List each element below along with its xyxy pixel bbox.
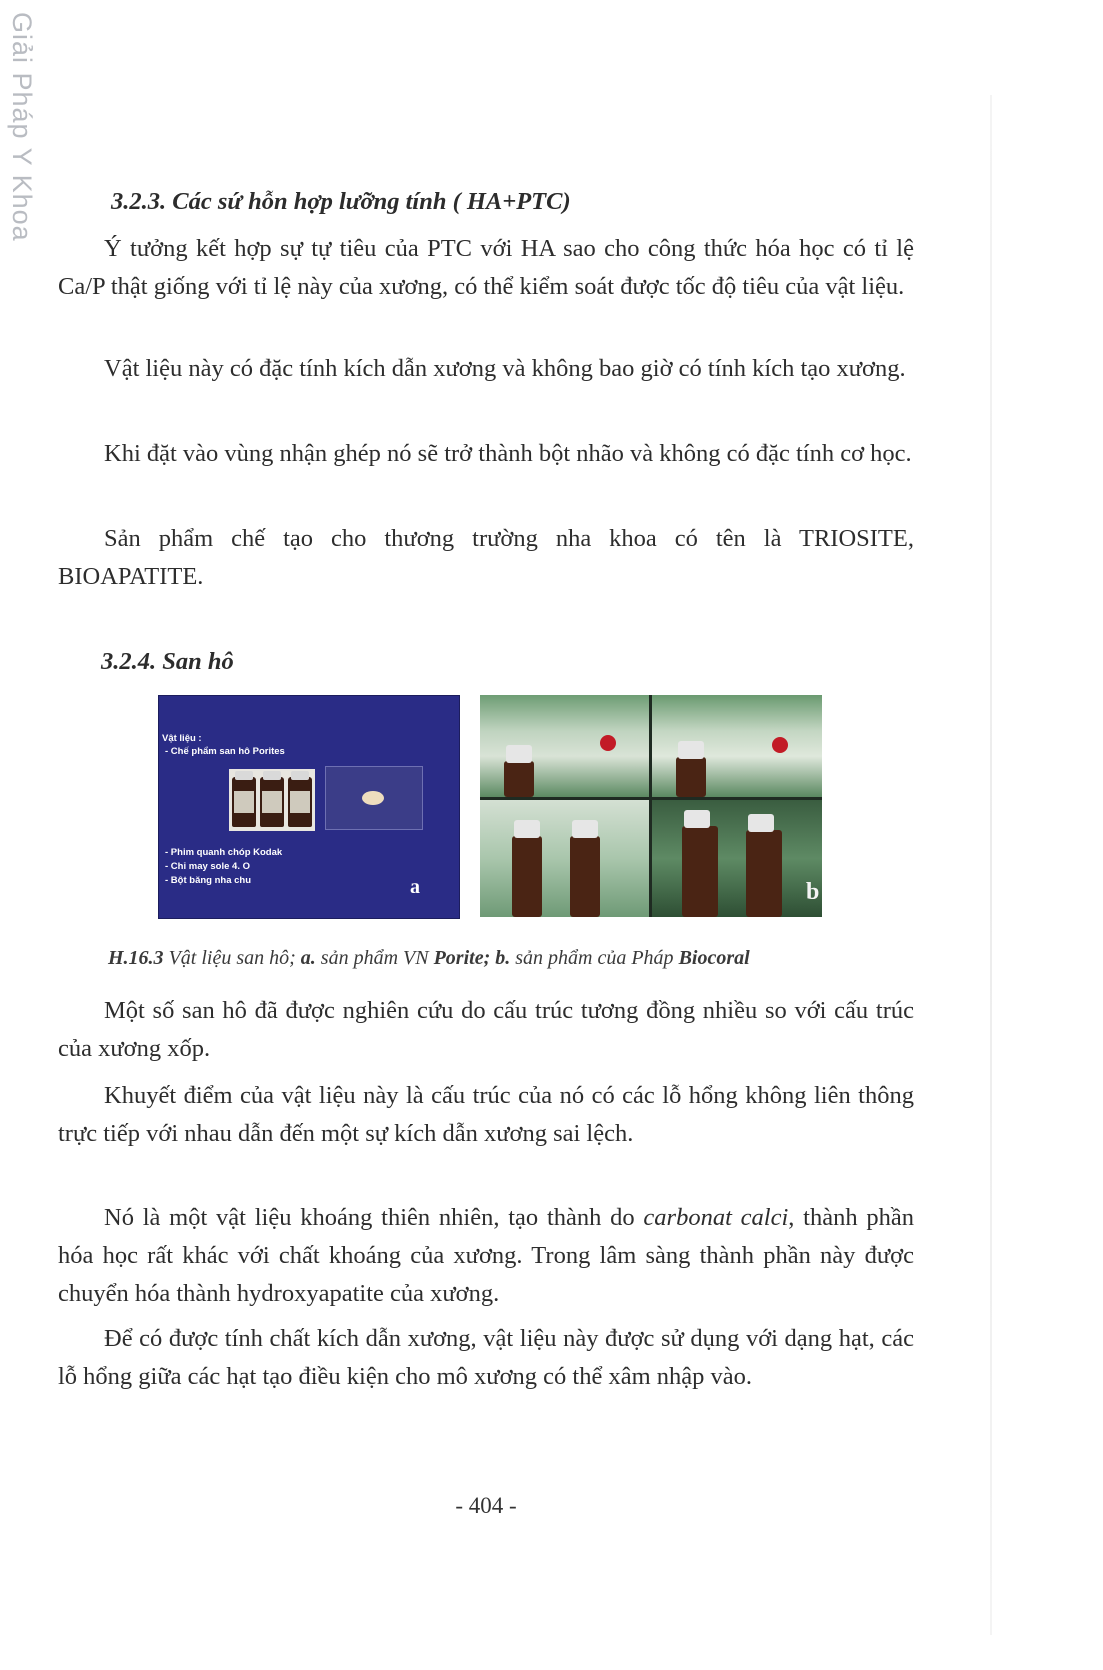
biocoral-photo-1 [480, 695, 649, 797]
paragraph-6: Khuyết điểm của vật liệu này là cấu trúc của nó có các lỗ hổng không liên thông trực tiếp với nhau dẫn đến một sự kích dẫn xương sai lệch. [58, 1082, 914, 1147]
biocoral-photo-4 [652, 800, 822, 917]
panel-b-letter: b [806, 879, 820, 905]
biocoral-photo-2 [652, 695, 822, 797]
coral-granule-image [325, 766, 423, 830]
caption-text: sản phẩm VN [315, 947, 434, 969]
caption-text: Vật liệu san hô; [163, 947, 301, 969]
caption-a-label: a. [300, 947, 316, 969]
porites-bottles-image [229, 769, 315, 831]
paragraph-7 [58, 1199, 914, 1313]
page-number: - 404 - [455, 1493, 517, 1518]
panel-a-title: Vật liệu : [162, 733, 202, 744]
heading-3-2-3: 3.2.3. Các sứ hỗn hợp lưỡng tính ( HA+PTC) [111, 188, 571, 215]
heading-3-2-4: 3.2.4. San hô [101, 648, 234, 675]
caption-porite: Porite; [433, 947, 491, 969]
paragraph-5: Một số san hô đã được nghiên cứu do cấu trúc tương đồng nhiều so với cấu trúc của xương xốp. [58, 997, 914, 1062]
paragraph-7-text: Nó là một vật liệu khoáng thiên nhiên, tạo thành do [104, 1204, 644, 1231]
page-edge [990, 95, 992, 1635]
paragraph-1: Ý tưởng kết hợp sự tự tiêu của PTC với HA sao cho công thức hóa học có tỉ lệ Ca/P thật giống với tỉ lệ này của xương, có thể kiểm soát được tốc độ tiêu của vật liệu. [58, 235, 914, 300]
biocoral-photo-3 [480, 800, 649, 917]
paragraph-3: Khi đặt vào vùng nhận ghép nó sẽ trở thành bột nhão và không có đặc tính cơ học. [104, 440, 912, 467]
caption-text: sản phẩm của Pháp [510, 947, 679, 969]
figure-panel-b [480, 695, 822, 917]
panel-a-list-item: - Phim quanh chóp Kodak [165, 847, 283, 858]
watermark: Giải Pháp Y Khoa [7, 12, 37, 242]
paragraph-8: Để có được tính chất kích dẫn xương, vật liệu này được sử dụng với dạng hạt, các lỗ hổng giữa các hạt tạo điều kiện cho mô xương có thể xâm nhập vào. [58, 1325, 914, 1390]
paragraph-7-text: , thành phần hóa học rất khác với chất khoáng của xương. Trong lâm sàng thành phần này được chuyển hóa thành hydroxyapatite của xương. [58, 1204, 915, 1307]
paragraph-2: Vật liệu này có đặc tính kích dẫn xương và không bao giờ có tính kích tạo xương. [104, 355, 906, 382]
caption-figure-number: H.16.3 [108, 947, 164, 969]
panel-a-list-item: - Bột băng nha chu [165, 875, 252, 886]
panel-a-letter: a [410, 876, 420, 898]
figure-panel-a [158, 695, 460, 919]
panel-a-list-item: - Chỉ may sole 4. O [165, 861, 250, 872]
caption-biocoral: Biocoral [678, 947, 750, 969]
panel-a-item: - Chế phẩm san hô Porites [165, 746, 285, 757]
paragraph-7-italic: carbonat calci [643, 1204, 789, 1231]
caption-b-label: b. [490, 947, 511, 969]
figure-caption [108, 947, 750, 970]
paragraph-4: Sản phẩm chế tạo cho thương trường nha khoa có tên là TRIOSITE, BIOAPATITE. [58, 525, 914, 590]
